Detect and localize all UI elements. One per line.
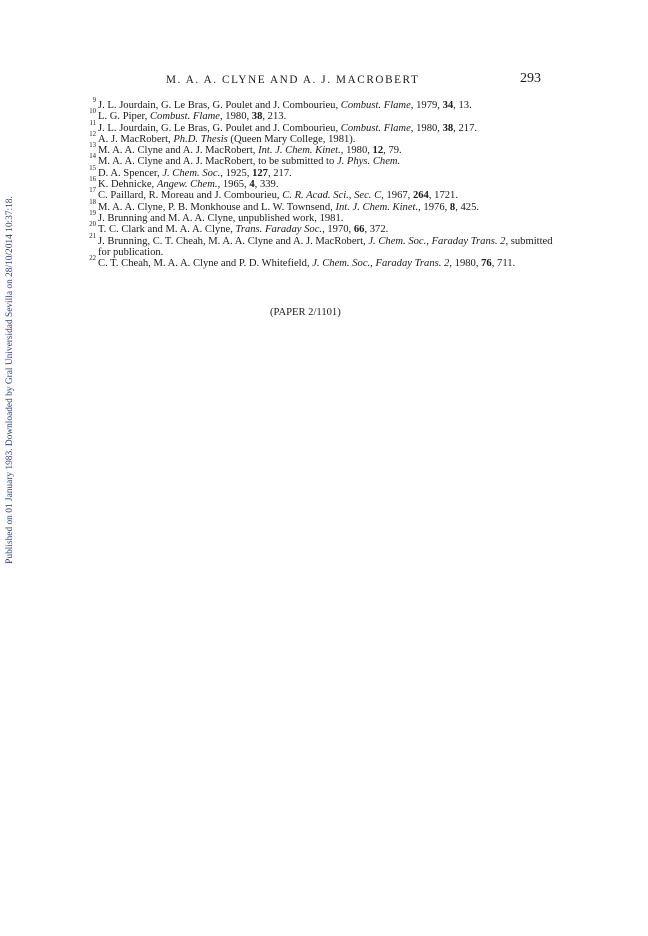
reference-item — [86, 198, 554, 213]
reference-text: , 1970, — [322, 224, 354, 236]
reference-text: , 217. — [267, 167, 292, 179]
reference-text: , 1980, — [410, 122, 443, 134]
journal-title: Int. J. Chem. Kinet. — [335, 201, 419, 213]
reference-number: 11 — [89, 119, 96, 127]
journal-title: Combust. Flame — [340, 100, 411, 111]
reference-number: 16 — [89, 176, 96, 184]
reference-text: A. J. MacRobert, — [98, 133, 174, 145]
journal-title: Combust. Flame — [340, 122, 411, 134]
journal-title: Int. J. Chem. Kinet. — [258, 145, 341, 157]
reference-item — [86, 232, 554, 259]
reference-item — [86, 209, 554, 224]
reference-number: 15 — [89, 164, 96, 172]
journal-title: C. R. Acad. Sci., Sec. C — [282, 190, 382, 202]
reference-text: J. Brunning and M. A. A. Clyne, unpublished work, 1981. — [98, 212, 344, 224]
volume-number: 12 — [372, 145, 384, 157]
reference-item — [86, 255, 554, 270]
reference-number: 14 — [89, 153, 96, 161]
reference-text: , 1925, — [220, 167, 253, 179]
reference-text: , 1965, — [217, 179, 250, 191]
volume-number: 4 — [249, 179, 255, 191]
reference-text: M. A. A. Clyne and A. J. MacRobert, — [98, 145, 259, 157]
journal-title: Angew. Chem. — [156, 179, 218, 191]
volume-number: 66 — [353, 224, 365, 236]
volume-number: 8 — [449, 201, 456, 213]
reference-text: J. Brunning, C. T. Cheah, M. A. A. Clyne and A. J. MacRobert, — [98, 235, 369, 247]
reference-text: , 217. — [453, 122, 478, 134]
journal-title: Trans. Faraday Soc. — [235, 224, 323, 236]
reference-number: 9 — [92, 97, 96, 104]
reference-text: M. A. A. Clyne and A. J. MacRobert, to be submitted to — [98, 156, 337, 168]
reference-text: , 711. — [491, 258, 516, 270]
volume-number: 76 — [481, 258, 492, 270]
reference-text: T. C. Clark and M. A. A. Clyne, — [98, 224, 236, 236]
reference-text: , 13. — [453, 100, 472, 111]
journal-title: J. Chem. Soc., Faraday Trans. 2 — [368, 235, 506, 247]
volume-number: 38 — [251, 111, 263, 123]
journal-title: J. Phys. Chem. — [336, 156, 401, 168]
reference-item — [86, 119, 554, 134]
reference-text: C. T. Cheah, M. A. A. Clyne and P. D. Whitefield, — [98, 258, 313, 270]
reference-text: D. A. Spencer, — [98, 167, 163, 179]
reference-text: , 1979, — [410, 100, 443, 111]
reference-text: J. L. Jourdain, G. Le Bras, G. Poulet and J. Combourieu, — [98, 122, 341, 134]
journal-title: Combust. Flame — [149, 111, 220, 123]
reference-number: 21 — [89, 232, 96, 240]
reference-text: L. G. Piper, — [98, 111, 150, 123]
reference-text: , 1980, — [340, 145, 373, 157]
reference-number: 12 — [89, 130, 96, 138]
page-number: 293 — [520, 71, 541, 86]
reference-text: , 425. — [455, 201, 480, 213]
reference-number: 20 — [89, 221, 96, 229]
reference-text: , 1721. — [428, 190, 458, 202]
reference-number: 13 — [89, 142, 96, 150]
volume-number: 264 — [412, 190, 429, 202]
reference-number: 19 — [89, 209, 96, 217]
reference-text: (Queen Mary College, 1981). — [227, 133, 356, 145]
reference-text: M. A. A. Clyne, P. B. Monkhouse and L. W. Townsend, — [98, 201, 336, 213]
reference-text: J. L. Jourdain, G. Le Bras, G. Poulet and J. Combourieu, — [98, 100, 341, 111]
reference-text: K. Dehnicke, — [98, 179, 157, 191]
volume-number: 127 — [252, 167, 268, 179]
reference-text: , 79. — [383, 145, 402, 157]
reference-text: , submitted for publication. — [98, 235, 553, 258]
reference-list — [86, 97, 554, 270]
reference-text: , 1980, — [220, 111, 252, 123]
reference-text: , 1976, — [418, 201, 450, 213]
journal-title: Ph.D. Thesis — [173, 133, 228, 145]
reference-item — [86, 164, 554, 179]
reference-text: , 1967, — [381, 190, 413, 202]
reference-text: , 372. — [364, 224, 389, 236]
running-header-authors: M. A. A. CLYNE AND A. J. MACROBERT — [166, 74, 420, 86]
reference-number: 17 — [89, 187, 96, 195]
reference-text: , 1980, — [449, 258, 482, 270]
reference-number: 22 — [89, 255, 96, 263]
reference-item — [86, 97, 554, 111]
volume-number: 38 — [442, 122, 454, 134]
reference-text: C. Paillard, R. Moreau and J. Combourieu, — [98, 190, 283, 202]
reference-number: 18 — [89, 198, 96, 206]
reference-number: 10 — [89, 108, 96, 116]
download-notice-text: Published on 01 January 1983. Downloaded by Gral Universidad Sevilla on 28/10/2014 10:37:18. — [5, 196, 16, 564]
reference-text: , 213. — [262, 111, 287, 123]
reference-item — [86, 130, 554, 145]
download-notice — [3, 150, 17, 610]
journal-title: J. Chem. Soc. — [162, 167, 221, 179]
volume-number: 34 — [442, 100, 454, 111]
paper-identifier: (PAPER 2/1101) — [270, 307, 341, 318]
reference-text: , 339. — [254, 179, 279, 191]
journal-title: J. Chem. Soc., Faraday Trans. 2 — [312, 258, 450, 270]
